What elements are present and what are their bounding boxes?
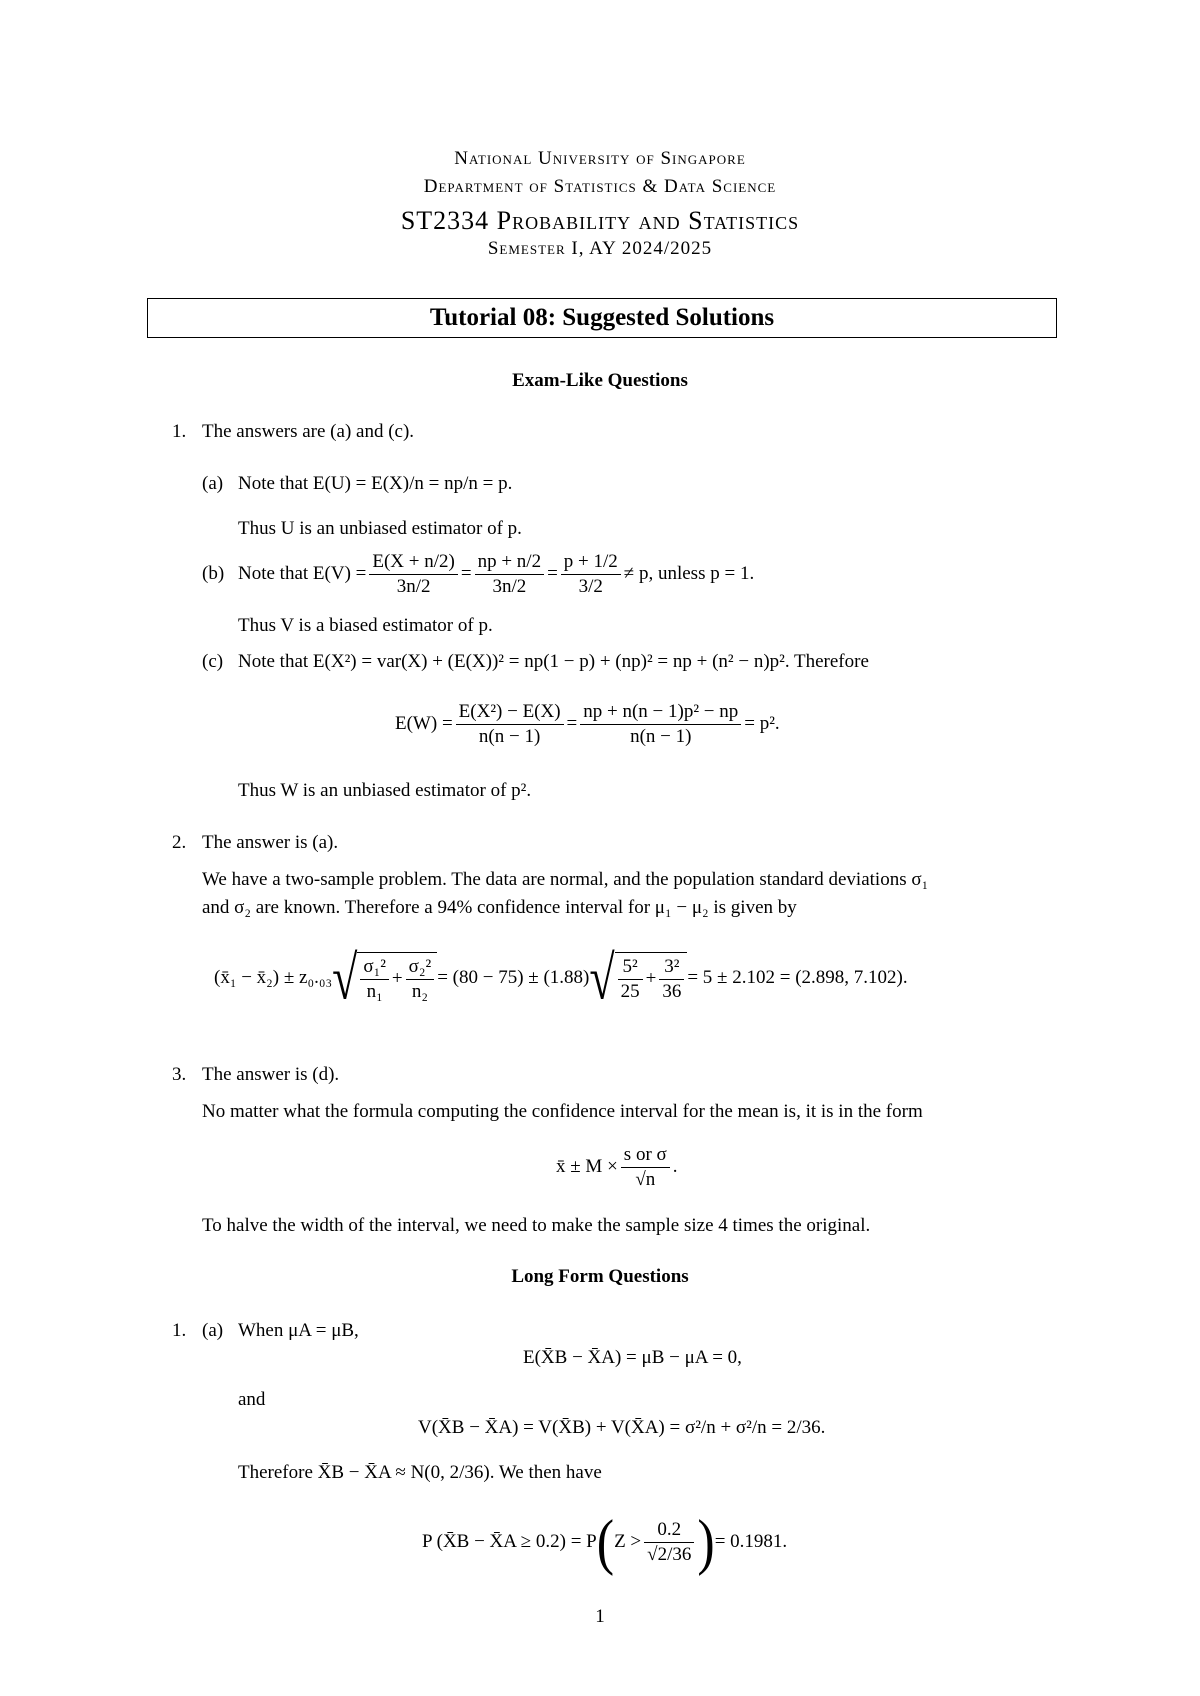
page-number: 1 — [595, 1606, 605, 1627]
equation-rhs: = 0.1981. — [714, 1531, 788, 1552]
numerator: σ₁² — [360, 955, 389, 980]
denominator: n(n − 1) — [478, 725, 541, 747]
paragraph-line: When μA = μB, — [238, 1320, 359, 1341]
denominator: 36 — [662, 981, 682, 1002]
section-heading-long: Long Form Questions — [511, 1266, 689, 1287]
question-number: 2. — [172, 832, 187, 853]
denominator: 3n/2 — [492, 575, 527, 597]
denominator: √n — [635, 1168, 656, 1190]
equals: = — [547, 563, 558, 584]
equation-rhs: = p². — [744, 713, 780, 734]
course-title: ST2334 Probability and Statistics — [400, 206, 800, 235]
fraction — [621, 1143, 670, 1192]
fraction — [406, 955, 435, 1004]
department-name: Department of Statistics & Data Science — [423, 176, 777, 197]
numerator: E(X + n/2) — [369, 550, 457, 575]
equation-lhs: E(W) = — [395, 713, 453, 734]
denominator: 3/2 — [578, 575, 603, 597]
answer-text: The answers are (a) and (c). — [202, 421, 415, 442]
right-paren: ) — [697, 1507, 715, 1577]
equation-inner: Z > — [614, 1531, 642, 1552]
conclusion-text: Thus V is a biased estimator of p. — [238, 615, 493, 636]
display-equation: V(X̄B − X̄A) = V(X̄B) + V(X̄A) = σ²/n + σ²/n = 2/36. — [418, 1417, 826, 1438]
paragraph-line: and — [238, 1389, 266, 1410]
equation-line: Note that E(U) = E(X)/n = np/n = p. — [238, 473, 513, 494]
display-equation: E(X̄B − X̄A) = μB − μA = 0, — [523, 1347, 742, 1368]
equation-line: Note that E(X²) = var(X) + (E(X))² = np(1 − p) + (np)² = np + (n² − n)p². Therefore — [238, 651, 869, 672]
equation-lhs: (x̄₁ − x̄₂) ± z₀.₀₃ — [214, 967, 333, 988]
paragraph-line: To halve the width of the interval, we need to make the sample size 4 times the original. — [202, 1215, 871, 1236]
numerator: 0.2 — [644, 1518, 694, 1543]
numerator: s or σ — [621, 1143, 670, 1168]
display-equation — [556, 1136, 678, 1198]
answer-text: The answer is (d). — [202, 1064, 340, 1085]
answer-text: The answer is (a). — [202, 832, 339, 853]
fraction — [369, 550, 457, 599]
equation-prefix: Note that E(V) = — [238, 563, 367, 584]
denominator: √2/36 — [647, 1543, 692, 1565]
fraction — [659, 955, 684, 1004]
part-label: (a) — [202, 473, 224, 494]
display-equation — [422, 1504, 787, 1580]
equals: = — [566, 713, 578, 734]
section-heading-exam: Exam-Like Questions — [512, 370, 688, 391]
paragraph-line: and σ₂ are known. Therefore a 94% confidence interval for μ₁ − μ₂ is given by — [202, 897, 797, 918]
denominator: n(n − 1) — [630, 725, 692, 747]
numerator: E(X²) − E(X) — [456, 700, 564, 725]
fraction — [580, 700, 741, 749]
numerator: σ₂² — [406, 955, 435, 980]
semester: Semester I, AY 2024/2025 — [487, 238, 713, 259]
fraction — [360, 955, 389, 1004]
part-label: (c) — [202, 651, 224, 672]
conclusion-text: Thus U is an unbiased estimator of p. — [238, 518, 522, 539]
paragraph-line: Therefore X̄B − X̄A ≈ N(0, 2/36). We then have — [238, 1462, 602, 1483]
fraction — [475, 550, 545, 599]
left-paren: ( — [596, 1507, 615, 1577]
square-root: √ $\frac{\text{5²}}{25}$ + $\frac{\text{3²}}{36}$ — [589, 952, 687, 1004]
denominator: n₂ — [411, 981, 428, 1002]
numerator: np + n/2 — [475, 550, 545, 575]
paragraph-line: We have a two-sample problem. The data are normal, and the population standard deviations σ₁ — [202, 869, 929, 890]
numerator: p + 1/2 — [561, 550, 621, 575]
university-name: National University of Singapore — [454, 148, 746, 169]
fraction — [618, 955, 643, 1004]
denominator: n₁ — [366, 981, 383, 1002]
document-title: Tutorial 08: Suggested Solutions — [147, 298, 1057, 338]
equation-suffix: ≠ p, unless p = 1. — [623, 563, 755, 584]
equation-line — [238, 544, 754, 604]
denominator: 3n/2 — [396, 575, 431, 597]
fraction — [456, 700, 564, 749]
numerator: 3² — [659, 955, 684, 980]
numerator: np + n(n − 1)p² − np — [580, 700, 741, 725]
equation-lhs: x̄ ± M × — [556, 1156, 618, 1177]
equation-lhs: P (X̄B − X̄A ≥ 0.2) = P — [422, 1531, 597, 1552]
equation-rhs: . — [672, 1156, 678, 1177]
part-label: (b) — [202, 563, 225, 584]
equation-middle: = (80 − 75) ± (1.88) — [437, 967, 590, 988]
question-number: 1. — [172, 1320, 187, 1341]
conclusion-text: Thus W is an unbiased estimator of p². — [238, 780, 532, 801]
part-label: (a) — [202, 1320, 224, 1341]
fraction — [644, 1518, 694, 1567]
question-number: 3. — [172, 1064, 187, 1085]
fraction — [561, 550, 621, 599]
numerator: 5² — [618, 955, 643, 980]
paragraph-line: No matter what the formula computing the confidence interval for the mean is, it is in the form — [202, 1101, 923, 1122]
equals: = — [460, 563, 472, 584]
denominator: 25 — [620, 981, 640, 1002]
equation-rhs: = 5 ± 2.102 = (2.898, 7.102). — [687, 967, 908, 988]
square-root: √ $\frac{\text{σ₁²}}{\text{n₁}}$ + $\frac{\text{σ₂²}}{\text{n₂}}$ — [332, 952, 437, 1004]
display-equation — [395, 694, 780, 754]
question-number: 1. — [172, 421, 187, 442]
display-equation — [214, 940, 908, 1016]
